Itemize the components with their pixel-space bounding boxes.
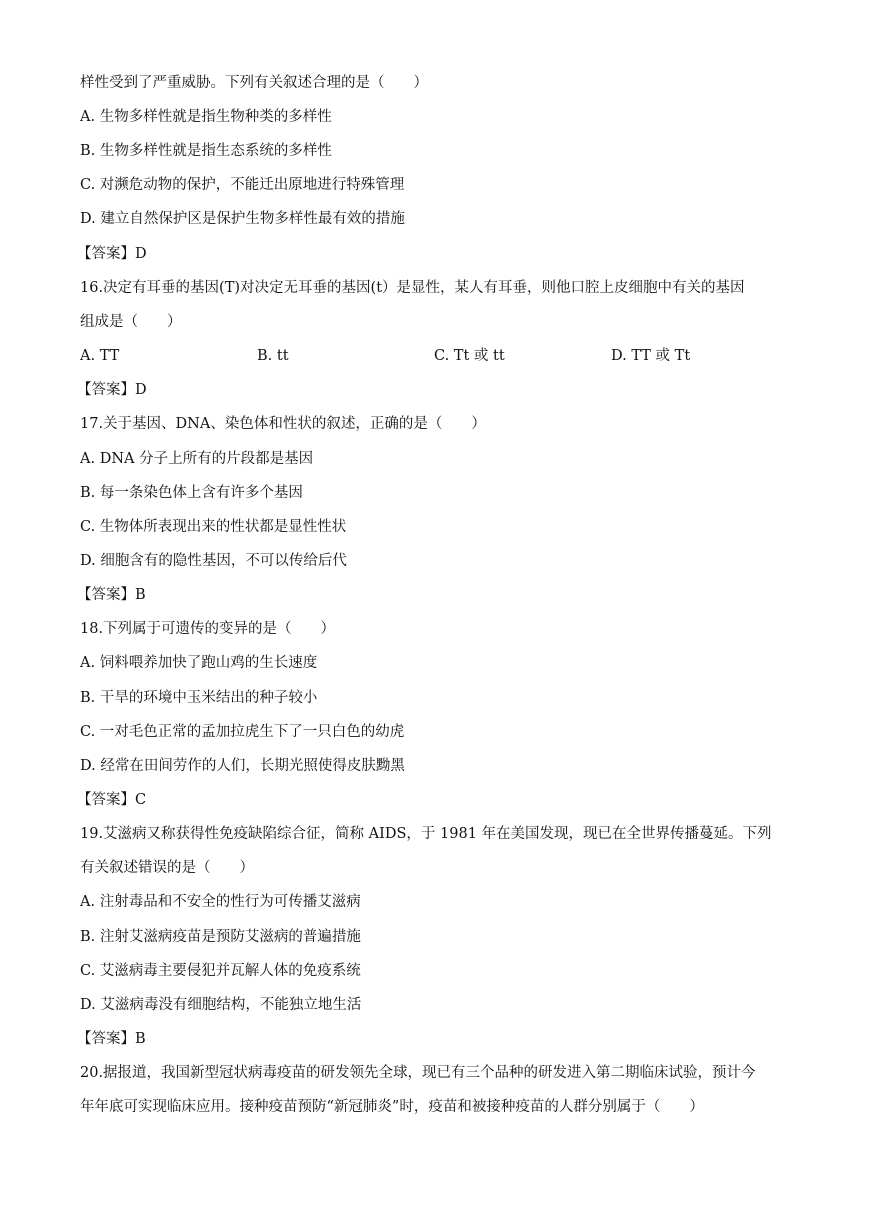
q17-option-c: C. 生物体所表现出来的性状都是显性性状 <box>80 519 347 535</box>
q15-option-c: C. 对濒危动物的保护，不能迁出原地进行特殊管理 <box>80 177 405 193</box>
q19-stem-line-2: 有关叙述错误的是（ ） <box>80 860 254 876</box>
q15-option-a: A. 生物多样性就是指生物种类的多样性 <box>80 109 332 125</box>
q16-option-b: B. tt <box>257 348 289 364</box>
q17-option-a: A. DNA 分子上所有的片段都是基因 <box>80 451 314 467</box>
q20-stem-line-2: 年年底可实现临床应用。接种疫苗预防“新冠肺炎”时，疫苗和被接种疫苗的人群分别属于（ ） <box>80 1099 704 1115</box>
q15-option-d: D. 建立自然保护区是保护生物多样性最有效的措施 <box>80 211 405 227</box>
q18-option-a: A. 饲料喂养加快了跑山鸡的生长速度 <box>80 655 318 671</box>
q17-stem: 17.关于基因、DNA、染色体和性状的叙述，正确的是（ ） <box>80 416 486 432</box>
q19-option-b: B. 注射艾滋病疫苗是预防艾滋病的普遍措施 <box>80 929 361 945</box>
q18-option-b: B. 干旱的环境中玉米结出的种子较小 <box>80 690 318 706</box>
q16-stem-line-2: 组成是（ ） <box>80 314 182 330</box>
q20-stem-line-1: 20.据报道，我国新型冠状病毒疫苗的研发领先全球，现已有三个品种的研发进入第二期临床试验，预计今 <box>80 1065 756 1081</box>
q19-option-a: A. 注射毒品和不安全的性行为可传播艾滋病 <box>80 894 361 910</box>
q19-stem-line-1: 19.艾滋病又称获得性免疫缺陷综合征，简称 AIDS，于 1981 年在美国发现，现已在全世界传播蔓延。下列 <box>80 826 772 842</box>
q16-answer: 【答案】D <box>77 382 147 398</box>
q16-options-row <box>80 346 780 366</box>
q19-option-c: C. 艾滋病毒主要侵犯并瓦解人体的免疫系统 <box>80 963 361 979</box>
q19-answer: 【答案】B <box>77 1031 146 1047</box>
q16-option-c: C. Tt 或 tt <box>434 348 505 364</box>
q19-option-d: D. 艾滋病毒没有细胞结构，不能独立地生活 <box>80 997 362 1013</box>
q17-answer: 【答案】B <box>77 587 146 603</box>
q18-stem: 18.下列属于可遗传的变异的是（ ） <box>80 621 336 637</box>
q16-stem-line-1: 16.决定有耳垂的基因(T)对决定无耳垂的基因(t）是显性，某人有耳垂，则他口腔上皮细胞中有关的基因 <box>80 280 745 296</box>
q15-answer: 【答案】D <box>77 246 147 262</box>
q18-answer: 【答案】C <box>77 792 147 808</box>
q17-option-b: B. 每一条染色体上含有许多个基因 <box>80 485 303 501</box>
q16-option-a: A. TT <box>80 348 120 364</box>
q15-option-b: B. 生物多样性就是指生态系统的多样性 <box>80 143 332 159</box>
q17-option-d: D. 细胞含有的隐性基因，不可以传给后代 <box>80 553 347 569</box>
q18-option-c: C. 一对毛色正常的孟加拉虎生下了一只白色的幼虎 <box>80 724 405 740</box>
q16-option-d: D. TT 或 Tt <box>611 348 691 364</box>
q18-option-d: D. 经常在田间劳作的人们，长期光照使得皮肤黝黑 <box>80 758 405 774</box>
q15-stem-tail: 样性受到了严重威胁。下列有关叙述合理的是（ ） <box>80 75 428 91</box>
